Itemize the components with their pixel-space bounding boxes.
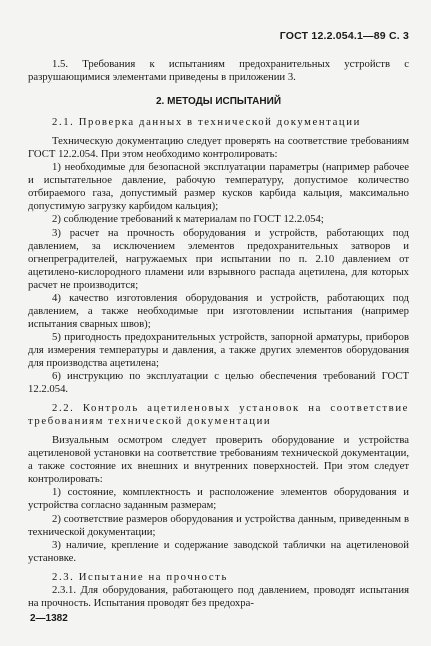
list-item-3: 3) расчет на прочность оборудования и устройств, работающих под давлением, за исключением элементов предохранительных затворов и огнепреградителей, нагружаемых при испытании по п. 2.10 давлением от ацетилено-кислородного пламени или взрывного распада ацетилена, для которых расчет не производится;	[28, 226, 409, 291]
page-content	[28, 58, 409, 610]
list-item-2: 2) соблюдение требований к материалам по ГОСТ 12.2.054;	[52, 213, 324, 226]
paragraph-2-3-1: 2.3.1. Для оборудования, работающего под давлением, проводят испытания на прочность. Испытания проводят без предохра-	[28, 583, 409, 609]
control-item-1: 1) состояние, комплектность и расположение элементов оборудования и устройства согласно заданным размерам;	[28, 486, 409, 512]
list-item-6: 6) инструкцию по эксплуатации с целью обеспечения требований ГОСТ 12.2.054.	[28, 370, 409, 396]
control-item-2: 2) соответствие размеров оборудования и устройства данным, приведенным в технической документации;	[28, 512, 409, 538]
paragraph-2-1-intro: Техническую документацию следует проверять на соответствие требованиям ГОСТ 12.2.054. При этом необходимо контролировать:	[28, 135, 409, 161]
page-header: ГОСТ 12.2.054.1—89 С. 3	[279, 30, 409, 42]
list-item-4: 4) качество изготовления оборудования и устройств, работающих под давлением, а также необходимые при изготовлении испытания (например испытания сварных швов);	[28, 291, 409, 330]
section-title-2: 2. МЕТОДЫ ИСПЫТАНИЙ	[156, 96, 281, 108]
subsection-heading-2-1: 2.1. Проверка данных в технической документации	[52, 116, 361, 129]
list-item-1: 1) необходимые для безопасной эксплуатации параметры (например рабочее и испытательное давление, рабочую температуру, допустимое количество отбираемого газа, допустимый размер кусков карбида кальция, максимально допустимую загрузку карбидом кальция);	[28, 161, 409, 213]
paragraph-1-5: 1.5. Требования к испытаниям предохранительных устройств с разрушающимися элементами приведены в приложении 3.	[28, 58, 409, 84]
subsection-heading-2-3: 2.3. Испытание на прочность	[52, 570, 228, 583]
list-item-5: 5) пригодность предохранительных устройств, запорной арматуры, приборов для измерения температуры и давления, а также других элементов оборудования для производства ацетилена;	[28, 330, 409, 369]
subsection-heading-2-2: 2.2. Контроль ацетиленовых установок на соответствие требованиям технической документации	[28, 402, 409, 428]
paragraph-2-2-intro: Визуальным осмотром следует проверить оборудование и устройства ацетиленовой установки на соответствие требованиям технической документации, а также состояние их внешних и внутренних поверхностей. При этом следует контролировать:	[28, 434, 409, 486]
page-footer-mark: 2—1382	[30, 613, 68, 624]
control-item-3: 3) наличие, крепление и содержание заводской таблички на ацетиленовой установке.	[28, 538, 409, 564]
